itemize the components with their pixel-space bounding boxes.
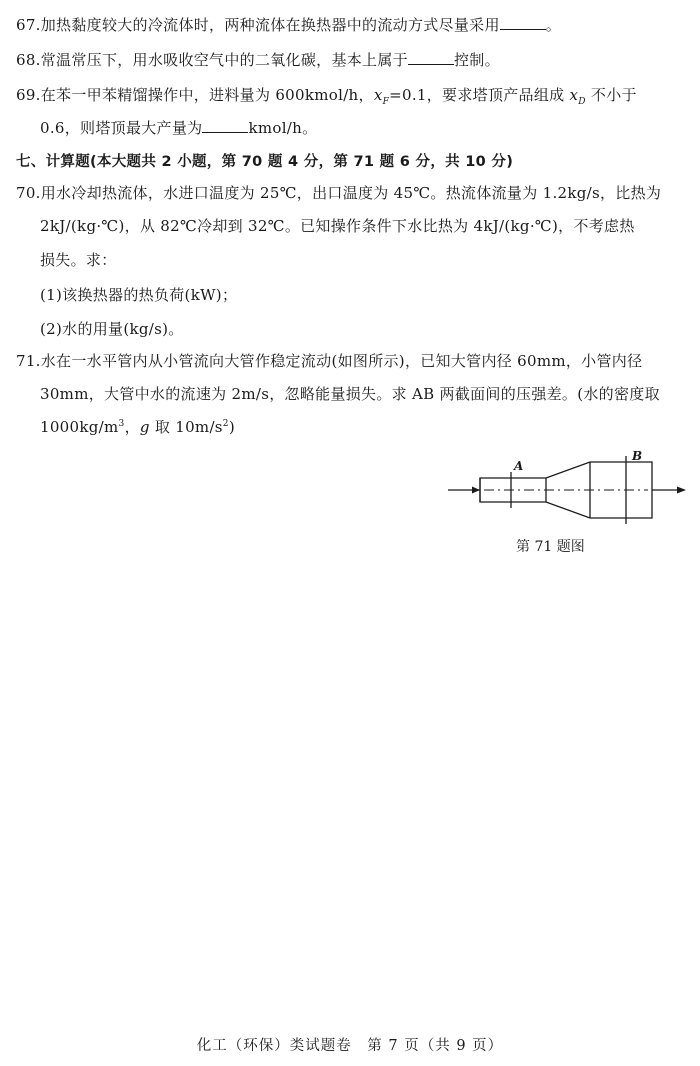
pipe-diagram: [448, 448, 688, 532]
question-69-line2-text: 0.6，则塔顶最大产量为: [40, 119, 203, 137]
question-67-text: 67.加热黏度较大的冷流体时，两种流体在换热器中的流动方式尽量采用: [16, 16, 500, 34]
question-67-tail: 。: [545, 16, 562, 34]
outflow-arrow-head: [677, 487, 686, 494]
question-71-line-2: 30mm，大管中水的流速为 2m/s，忽略能量损失。求 AB 两截面间的压强差。(水的密度取: [40, 385, 660, 403]
question-68: [16, 49, 500, 70]
xd-subscript: D: [578, 97, 586, 107]
section-a-label: A: [514, 459, 524, 473]
question-68-text: 68.常温常压下，用水吸收空气中的二氧化碳，基本上属于: [16, 51, 408, 69]
question-69-text-3: 不小于: [585, 86, 637, 104]
density-value: 1000kg/m: [40, 418, 119, 436]
question-70-line-1: 70.用水冷却热流体，水进口温度为 25℃，出口温度为 45℃。热流体流量为 1.2kg/s，比热为: [16, 184, 662, 202]
question-70-sub-2: (2)水的用量(kg/s)。: [40, 320, 184, 338]
superscript: 2: [222, 419, 229, 429]
figure-caption: 第 71 题图: [516, 539, 585, 555]
page-footer: 化工（环保）类试题卷 第 7 页（共 9 页）: [196, 1038, 504, 1054]
question-69-text-2: =0.1，要求塔顶产品组成: [389, 86, 570, 104]
gravity-value: 取 10m/s: [149, 418, 223, 436]
comma: ，: [124, 418, 140, 436]
xf-variable: x: [373, 86, 383, 104]
answer-blank[interactable]: [408, 51, 454, 65]
question-69-line-2: [40, 117, 317, 138]
question-69-text: 69.在苯一甲苯精馏操作中，进料量为 600kmol/h，: [16, 86, 374, 104]
question-70-sub-1: (1)该换热器的热负荷(kW)；: [40, 286, 238, 304]
xf-subscript: F: [382, 97, 390, 107]
closing-paren: ): [228, 418, 235, 436]
question-71-line-1: 71.水在一水平管内从小管流向大管作稳定流动(如图所示)，已知大管内径 60mm，小管内径: [16, 352, 643, 370]
question-70-line-2: 2kJ/(kg·℃)，从 82℃冷却到 32℃。已知操作条件下水比热为 4kJ/(kg·℃)，不考虑热: [40, 217, 635, 235]
question-69-line-1: [16, 84, 637, 107]
superscript: 3: [118, 419, 125, 429]
question-67: [16, 14, 561, 35]
g-variable: g: [139, 418, 150, 436]
section-heading: 七、计算题(本大题共 2 小题，第 70 题 4 分，第 71 题 6 分，共 10 分): [16, 154, 514, 170]
section-b-label: B: [632, 449, 643, 463]
question-68-tail: 控制。: [453, 51, 500, 69]
question-69-unit: kmol/h。: [248, 119, 318, 137]
xd-variable: x: [569, 86, 579, 104]
question-71-line-3: [40, 416, 235, 437]
answer-blank[interactable]: [500, 16, 546, 30]
answer-blank[interactable]: [202, 119, 248, 133]
inflow-arrow-head: [472, 487, 480, 494]
question-70-line-3: 损失。求：: [40, 251, 117, 269]
